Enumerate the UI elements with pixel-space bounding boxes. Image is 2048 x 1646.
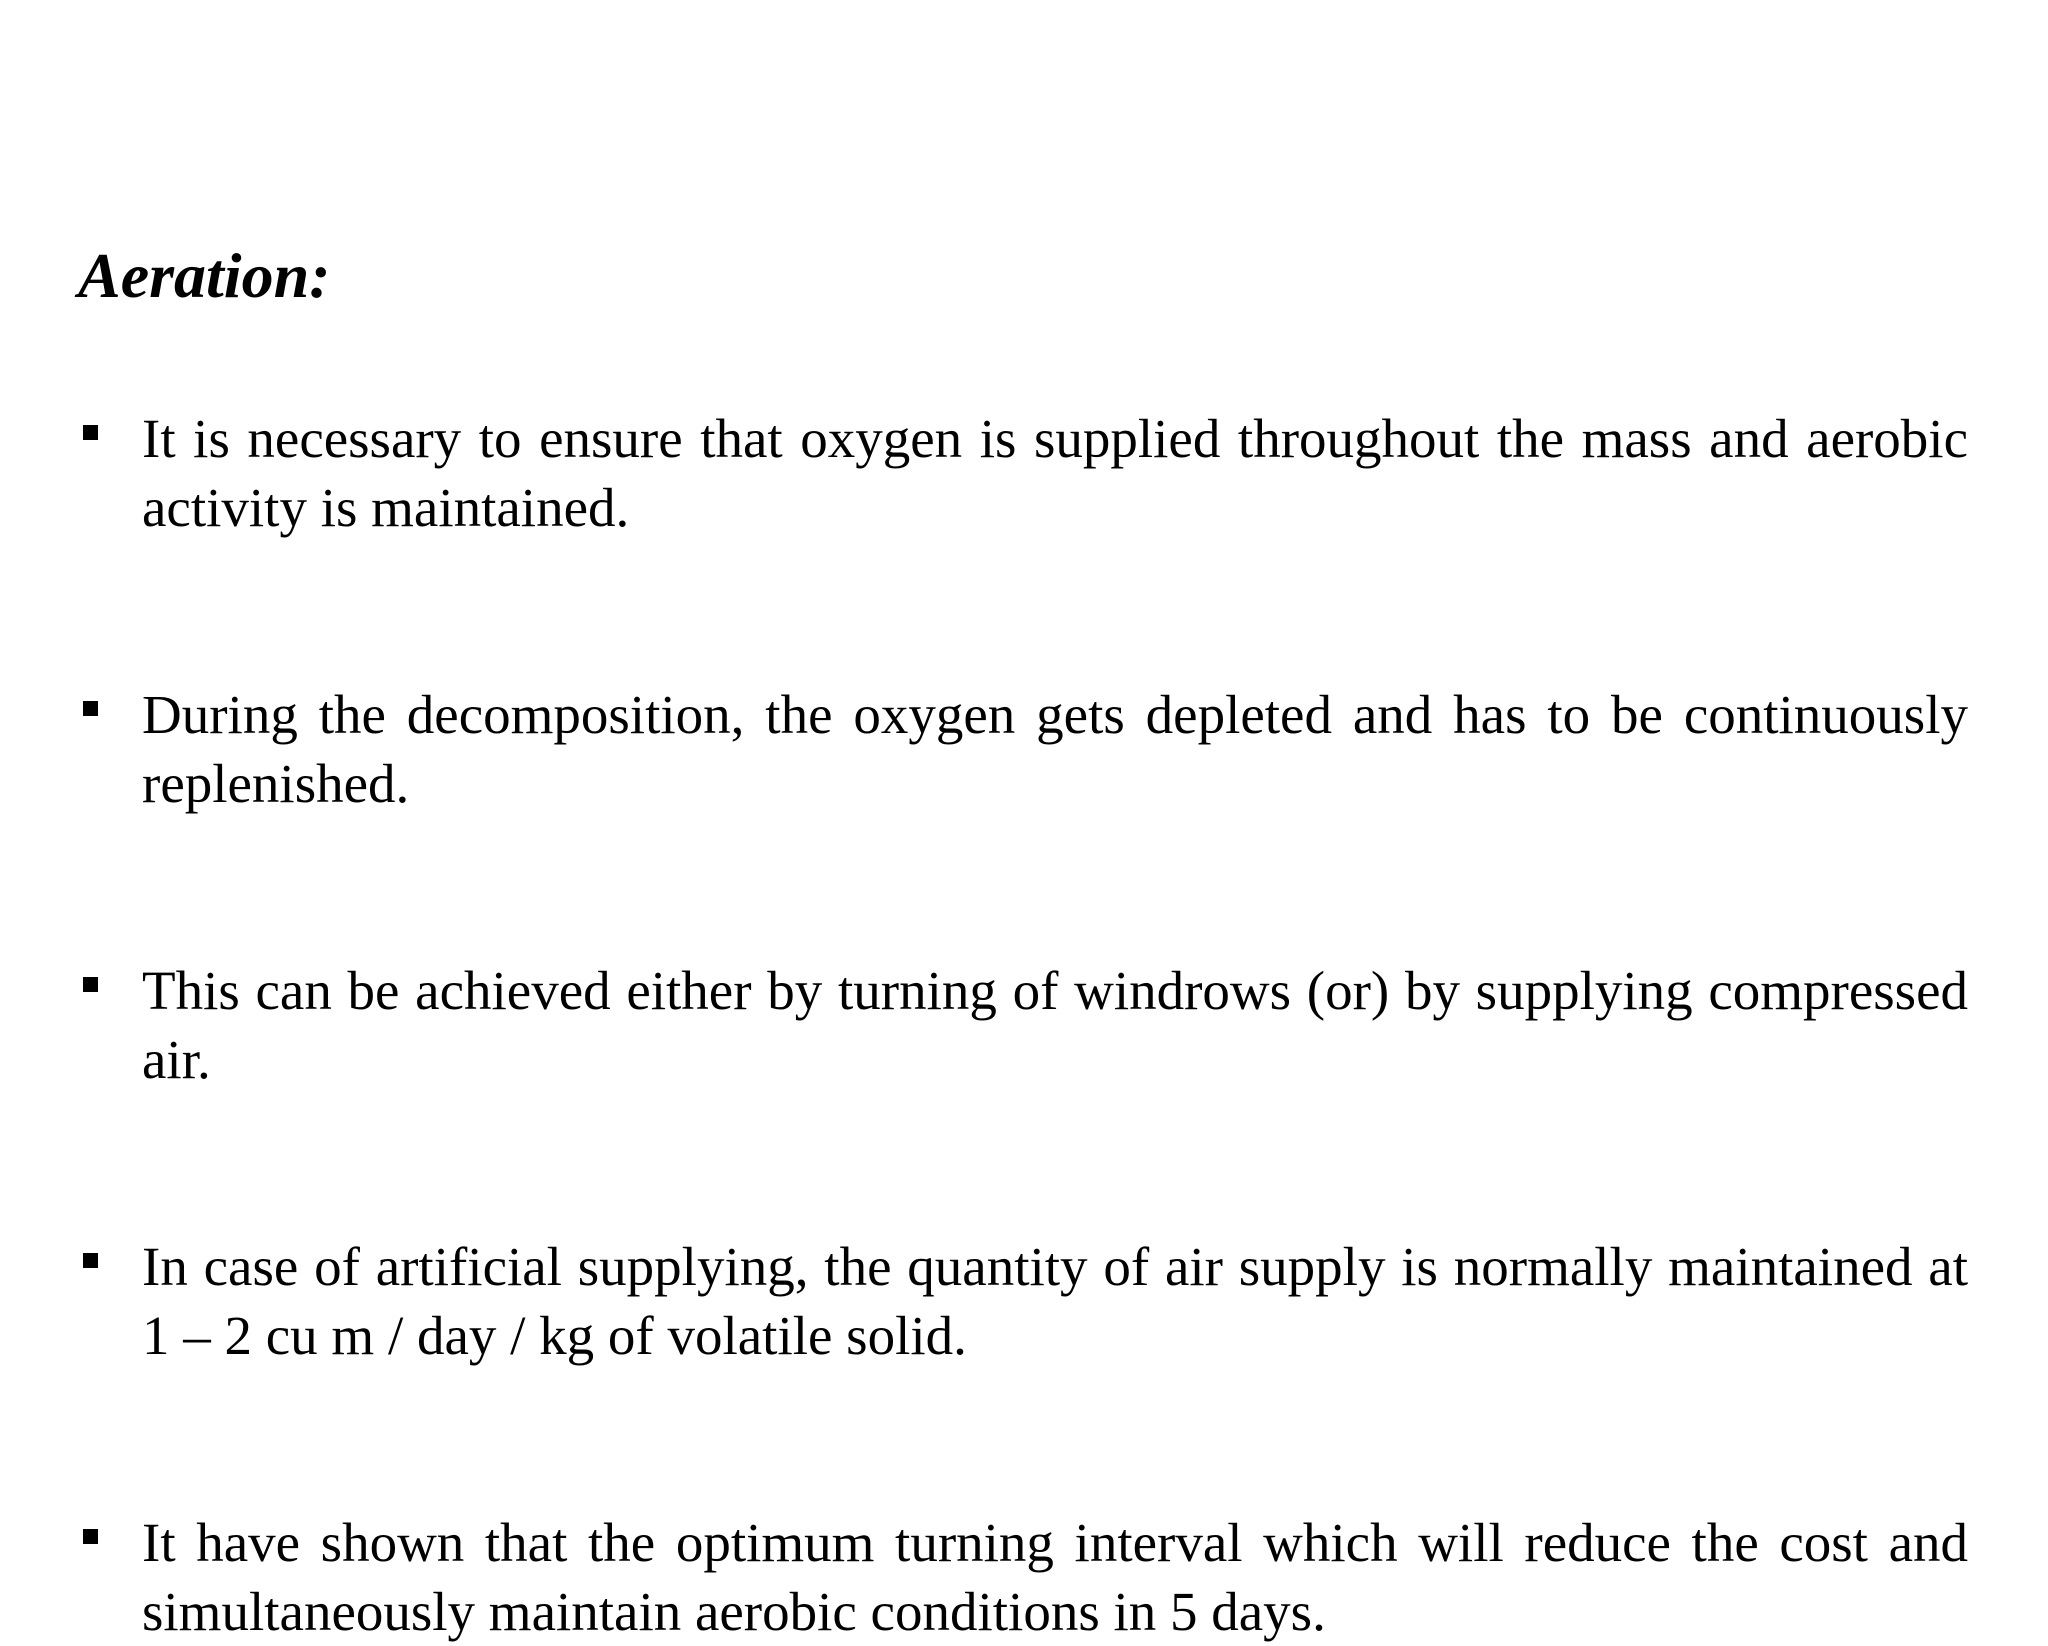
bullet-list <box>78 404 1968 1646</box>
bullet-text: It have shown that the optimum turning interval which will reduce the cost and simultaneously maintain aerobic conditions in 5 days. <box>142 1512 1968 1642</box>
square-bullet-icon <box>83 701 98 716</box>
bullet-text: During the decomposition, the oxygen gets depleted and has to be continuously replenished. <box>142 684 1968 814</box>
bullet-item <box>78 404 1968 542</box>
square-bullet-icon <box>83 1529 98 1544</box>
bullet-item <box>78 956 1968 1094</box>
bullet-text: This can be achieved either by turning of windrows (or) by supplying compressed air. <box>142 960 1968 1090</box>
bullet-text: In case of artificial supplying, the quantity of air supply is normally maintained at 1 – 2 cu m / day / kg of volatile solid. <box>142 1236 1968 1366</box>
bullet-item <box>78 680 1968 818</box>
square-bullet-icon <box>83 1253 98 1268</box>
bullet-item <box>78 1508 1968 1646</box>
bullet-item <box>78 1232 1968 1370</box>
square-bullet-icon <box>83 977 98 992</box>
slide-title: Aeration: <box>78 240 331 311</box>
square-bullet-icon <box>83 425 98 440</box>
bullet-text: It is necessary to ensure that oxygen is supplied throughout the mass and aerobic activity is maintained. <box>142 408 1968 538</box>
